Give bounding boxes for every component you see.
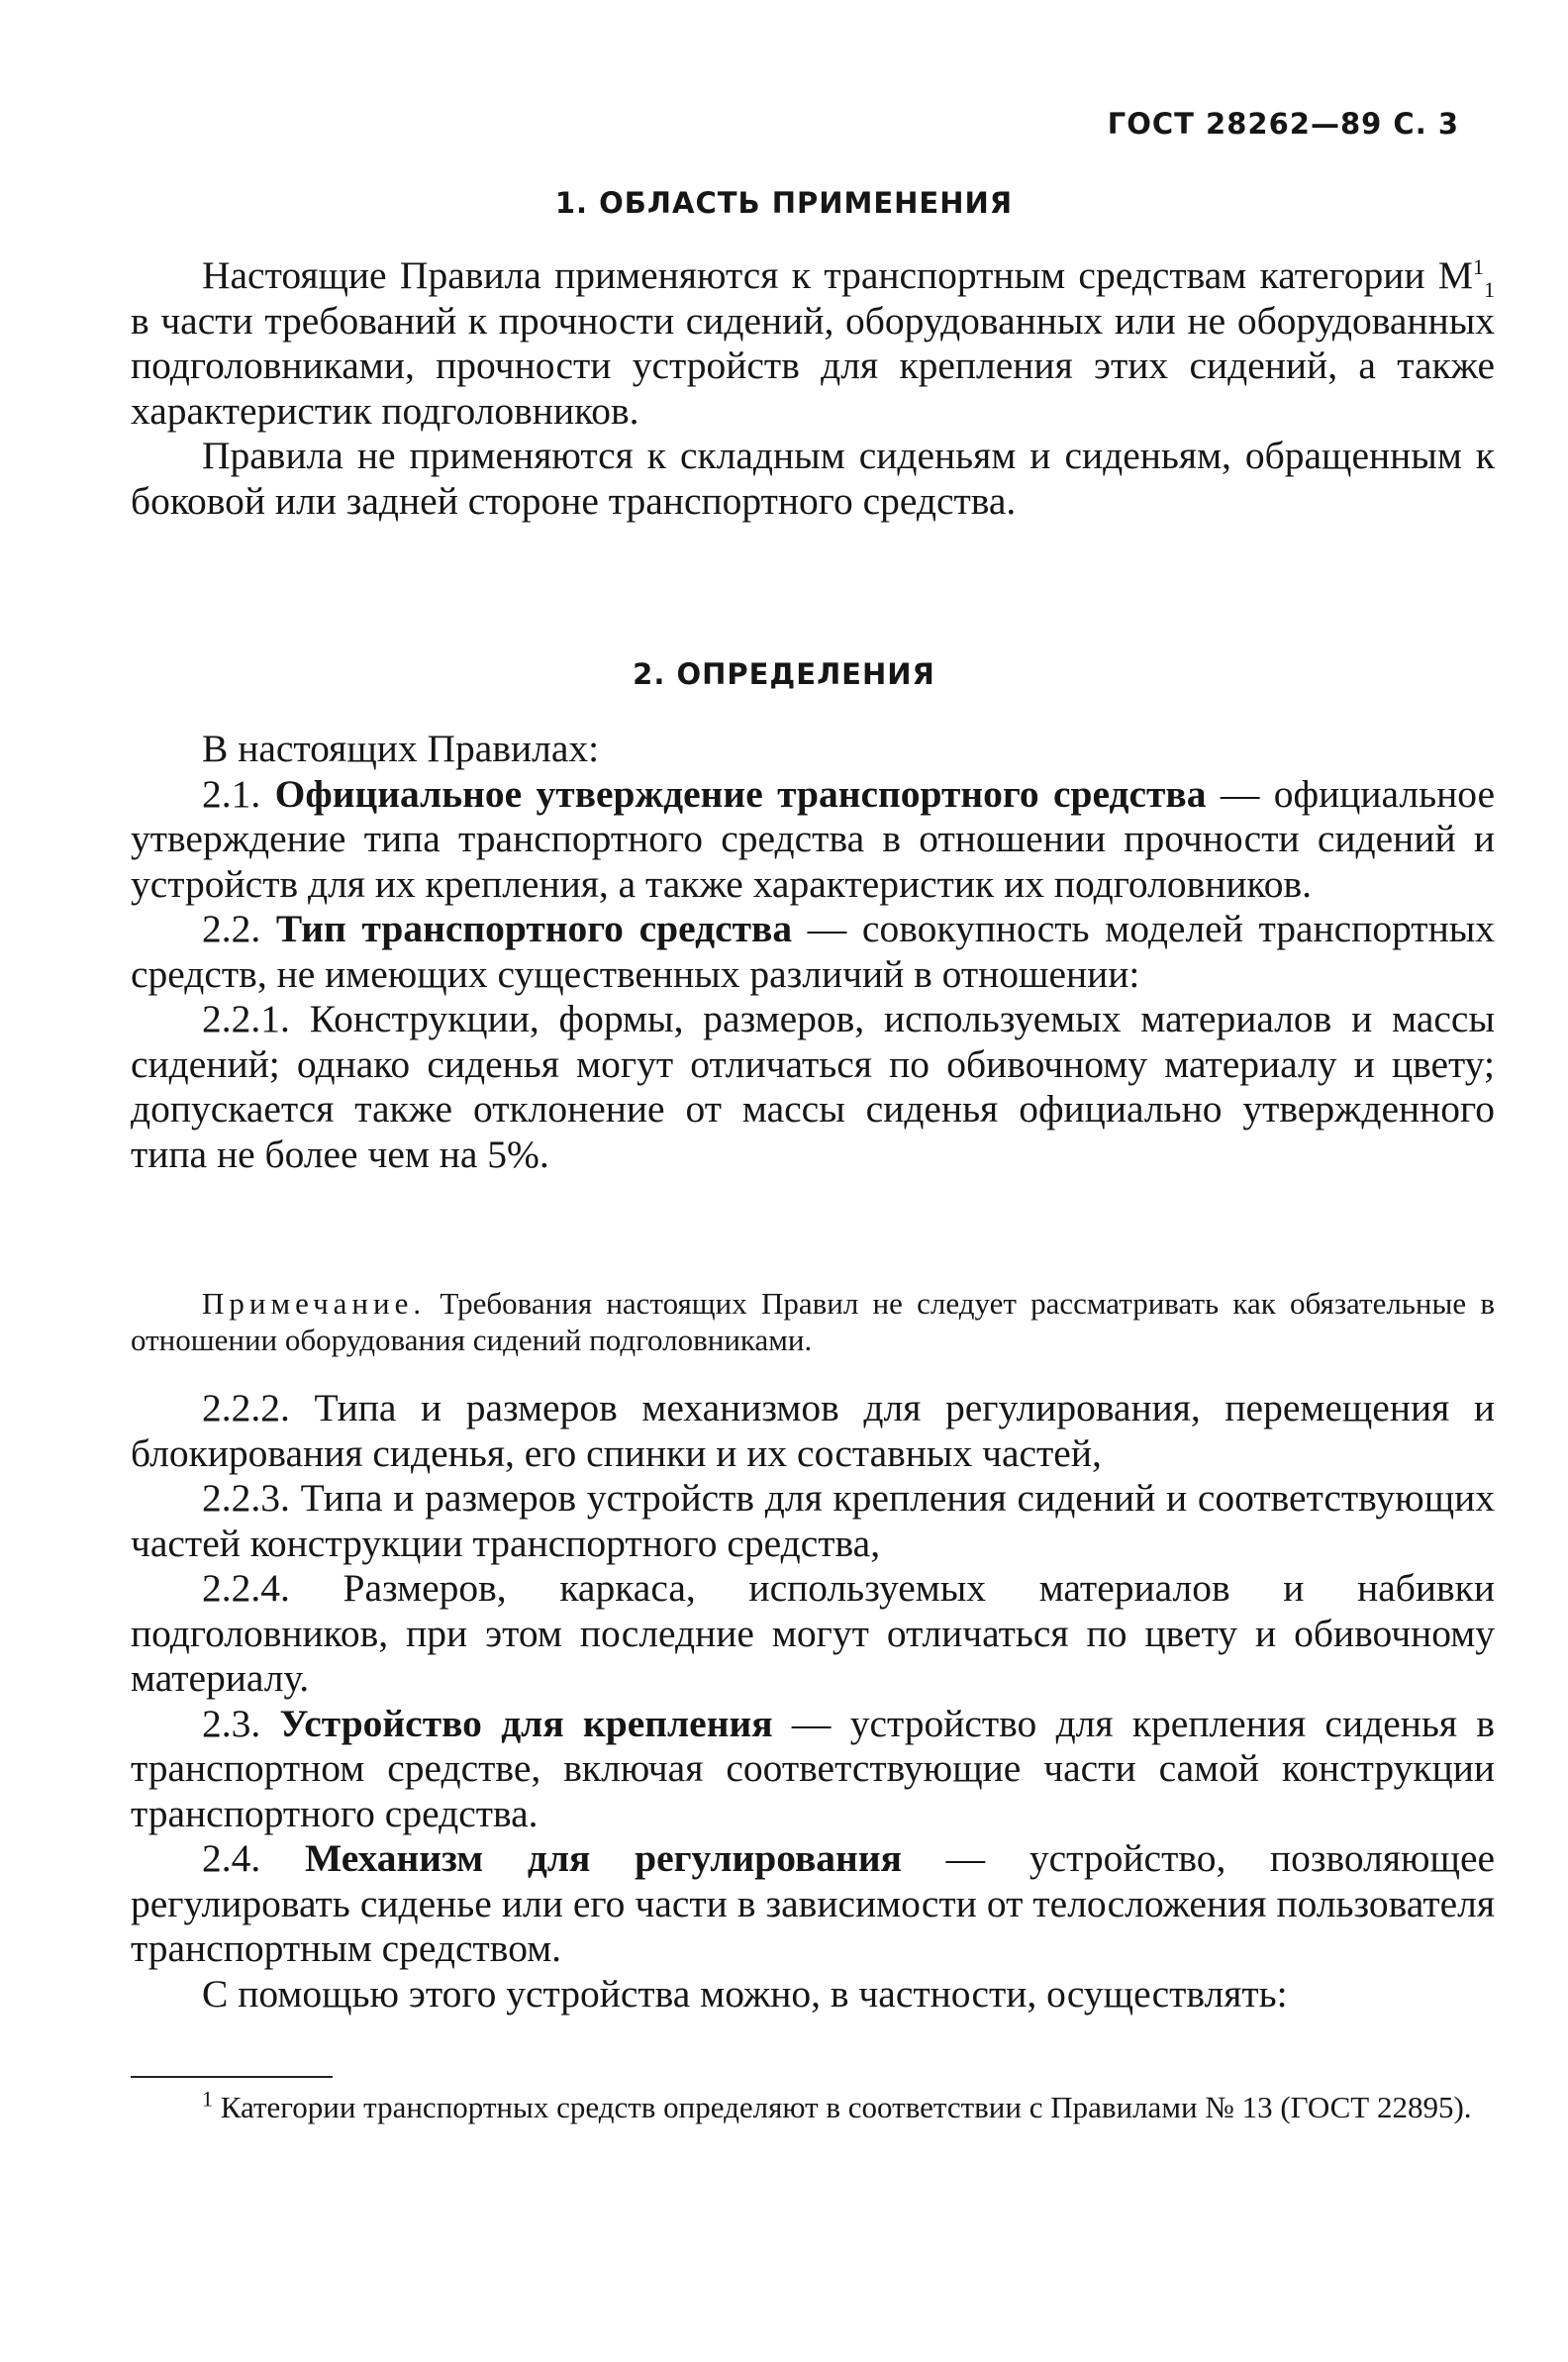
- footnote-marker: 1: [202, 2086, 213, 2112]
- section-2-body: [131, 727, 1495, 1177]
- definitions-intro: В настоящих Правилах:: [202, 727, 600, 770]
- section-2-body-continued: [131, 1386, 1495, 2017]
- term-adjustment-system: Механизм для регулирования: [304, 1836, 902, 1880]
- definition-2-1: 2.1. Официальное утверждение транспортного средства — официальное утверждение типа транспортного средства в отношении прочности сидений и устройств для их крепления, а также характеристик их подголовников.: [131, 771, 1495, 906]
- definition-2-2-4: 2.2.4. Размеров, каркаса, используемых материалов и набивки подголовников, при этом последние могут отличаться по цвету и обивочному материалу.: [131, 1566, 1495, 1700]
- definition-2-2: 2.2. Тип транспортного средства — совокупность моделей транспортных средств, не имеющих существенных различий в отношении:: [131, 907, 1495, 996]
- section-1-title: 1. ОБЛАСТЬ ПРИМЕНЕНИЯ: [554, 186, 1014, 220]
- page-header: [1108, 107, 1459, 141]
- note-block: [131, 1285, 1495, 1358]
- term-official-approval: Официальное утверждение транспортного средства: [274, 771, 1207, 816]
- footnote-divider: [131, 2076, 333, 2078]
- page-number: С. 3: [1393, 107, 1459, 141]
- footnote: [131, 2086, 1495, 2126]
- definition-2-2-1: 2.2.1. Конструкции, формы, размеров, используемых материалов и массы сидений; однако сиденья могут отличаться по обивочному материалу и цвету; допускается также отклонение от массы сиденья официально утвержденного типа не более чем на 5%.: [131, 997, 1495, 1176]
- definition-2-2-2: 2.2.2. Типа и размеров механизмов для регулирования, перемещения и блокирования сиденья, его спинки и их составных частей,: [131, 1386, 1495, 1475]
- section-2-title: 2. ОПРЕДЕЛЕНИЯ: [633, 657, 935, 691]
- standard-number: ГОСТ 28262—89: [1107, 107, 1383, 141]
- note-label: Примечание.: [202, 1286, 427, 1321]
- definition-2-2-3: 2.2.3. Типа и размеров устройств для крепления сидений и соответствующих частей конструкции транспортного средства,: [131, 1476, 1495, 1565]
- section-1-body: [131, 253, 1495, 524]
- definition-2-3: 2.3. Устройство для крепления — устройство для крепления сиденья в транспортном средстве, включая соответствующие части самой конструкции транспортного средства.: [131, 1701, 1495, 1835]
- scope-paragraph: Настоящие Правила применяются к транспортным средствам категории $М^1_1$ в части требований к прочности сидений, оборудованных или не оборудованных подголовниками, прочности устройств для крепления этих сидений, а также характеристик подголовников.: [131, 253, 1495, 433]
- closing-line: С помощью этого устройства можно, в частности, осуществлять:: [202, 1971, 1288, 2016]
- term-anchorage: Устройство для крепления: [279, 1701, 773, 1745]
- category-subscript: 1: [1484, 276, 1495, 302]
- definition-2-4: 2.4. Механизм для регулирования — устройство, позволяющее регулировать сиденье или его части в зависимости от телосложения пользователя транспортным средством.: [131, 1836, 1496, 1970]
- note-text: Требования настоящих Правил не следует рассматривать как обязательные в отношении оборудования сидений подголовниками.: [131, 1286, 1495, 1357]
- exclusion-paragraph: Правила не применяются к складным сиденьям и сиденьям, обращенным к боковой или задней стороне транспортного средства.: [131, 434, 1495, 523]
- category-superscript: 1: [1473, 253, 1484, 279]
- footnote-text: Категории транспортных средств определяют в соответствии с Правилами № 13 (ГОСТ 22895).: [213, 2090, 1472, 2124]
- term-vehicle-type: Тип транспортного средства: [275, 907, 793, 950]
